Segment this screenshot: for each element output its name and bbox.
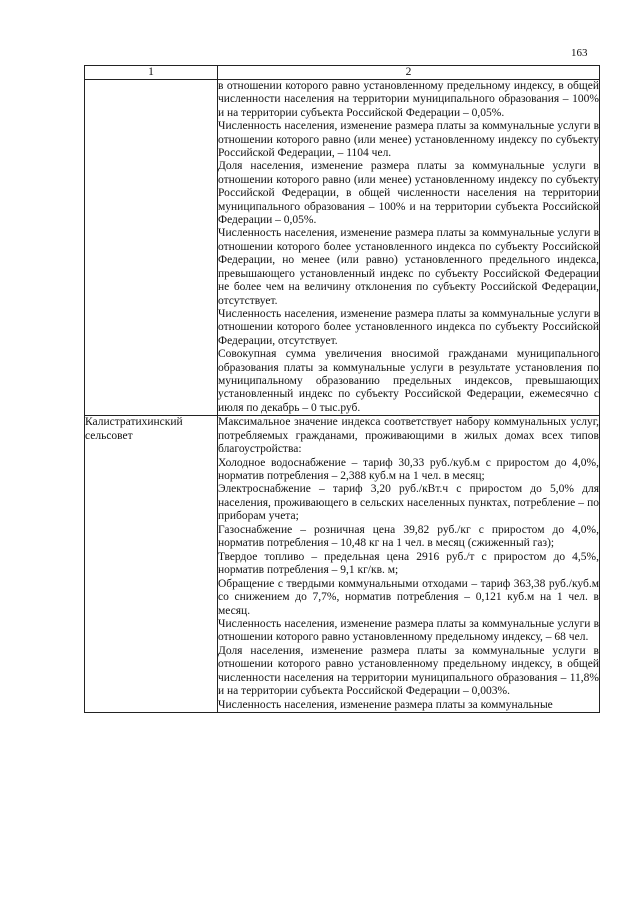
paragraph: Электроснабжение – тариф 3,20 руб./кВт.ч с приростом до 5,0% для населения, проживающего в сельских населенных пунктах, потребление – по приборам учета; [218,483,599,523]
table-header-row [85,66,600,80]
municipality-name [85,80,218,416]
paragraph: Численность населения, изменение размера платы за коммунальные [218,698,553,711]
paragraph: Газоснабжение – розничная цена 39,82 руб./кг с приростом до 4,0%, норматив потребления – 10,48 кг на 1 чел. в месяц (сжиженный газ); [218,523,599,550]
row-content [218,80,600,416]
column-header-2: 2 [218,66,600,80]
row-content [218,416,600,713]
paragraph: Численность населения, изменение размера платы за коммунальные услуги в отношении которого более установленного индекса по субъекту Российской Федерации, отсутствует. [218,307,599,347]
paragraph: Твердое топливо – предельная цена 2916 руб./т с приростом до 4,5%, норматив потребления – 9,1 кг/кв. м; [218,550,599,577]
column-header-1: 1 [85,66,218,80]
paragraph: Совокупная сумма увеличения вносимой гражданами муниципального образования платы за коммунальные услуги в результате установления по муниципальному образованию предельных индексов, превышающих установленный индекс по субъекту Российской Федерации, ежемесячно с июля по декабрь – 0 тыс.руб. [218,348,599,414]
paragraph: Численность населения, изменение размера платы за коммунальные услуги в отношении которого более установленного индекса по субъекту Российской Федерации, но менее (или равно) установленного предельного индекса, превышающего установленный индекс по субъекту Российской Федерации не более чем на величину отклонения по субъекту Российской Федерации, отсутствует. [218,227,599,307]
paragraph: Обращение с твердыми коммунальными отходами – тариф 363,38 руб./куб.м со снижением до 7,7%, норматив потребления – 0,121 куб.м на 1 чел. в месяц. [218,577,599,617]
paragraph: Численность населения, изменение размера платы за коммунальные услуги в отношении которого равно (или менее) установленному индексу по субъекту Российской Федерации, – 1104 чел. [218,120,599,160]
data-table [84,65,600,713]
paragraph: Доля населения, изменение размера платы за коммунальные услуги в отношении которого равно установленному предельному индексу, в общей численности населения на территории муниципального образования – 11,8% и на территории субъекта Российской Федерации – 0,003%. [218,644,599,698]
paragraph: Холодное водоснабжение – тариф 30,33 руб./куб.м с приростом до 4,0%, норматив потребления – 2,388 куб.м на 1 чел. в месяц; [218,456,599,482]
paragraph: Численность населения, изменение размера платы за коммунальные услуги в отношении которого равно установленному предельному индексу, – 68 чел. [218,617,599,644]
paragraph: Максимальное значение индекса соответствует набору коммунальных услуг, потребляемых гражданами, проживающими в жилых домах всех типов благоустройства: [218,416,599,456]
paragraph: Доля населения, изменение размера платы за коммунальные услуги в отношении которого равно (или менее) установленному индексу по субъекту Российской Федерации, в общей численности населения на территории муниципального образования – 100% и на территории субъекта Российской Федерации – 0,05%. [218,160,599,227]
table-row [85,80,600,416]
page-number: 163 [571,47,588,59]
municipality-name: Калистратихинский сельсовет [85,416,218,713]
paragraph: в отношении которого равно установленному предельному индексу, в общей численности населения на территории муниципального образования – 100% и на территории субъекта Российской Федерации – 0,05%. [218,80,599,119]
table-row [85,416,600,713]
